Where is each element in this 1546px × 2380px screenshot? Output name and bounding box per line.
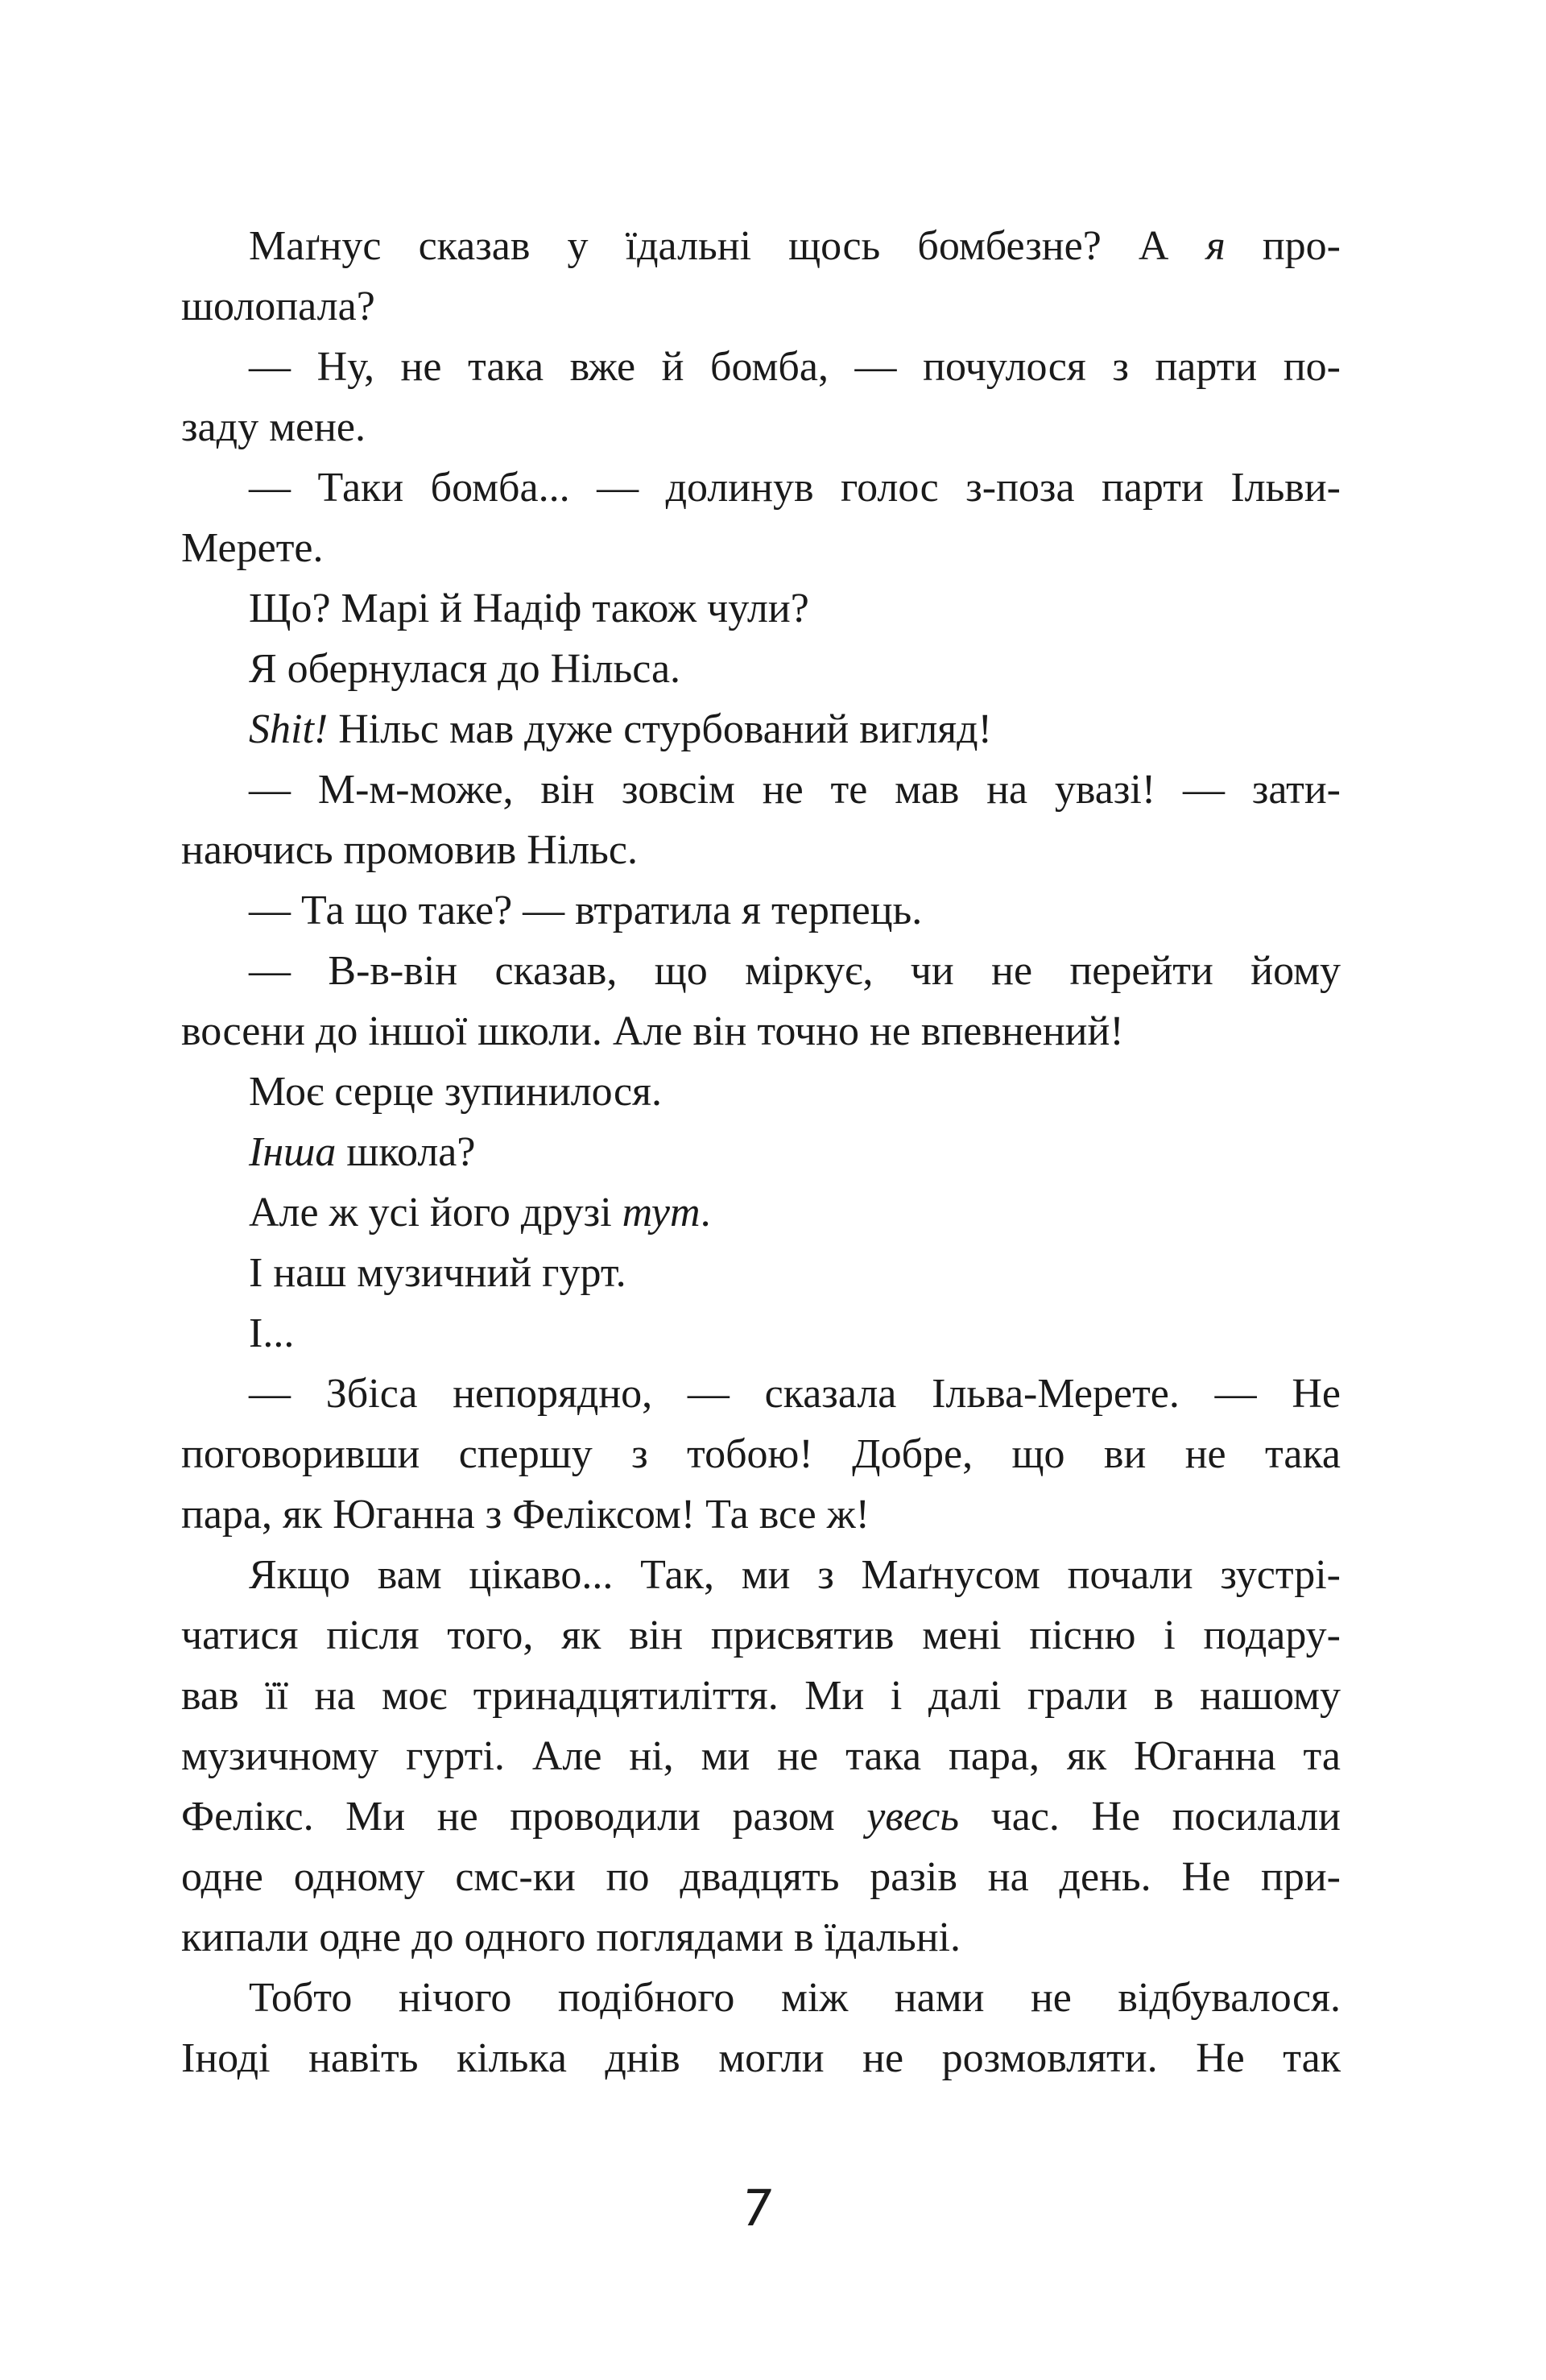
italic-text: я — [1205, 223, 1226, 269]
text-line — [181, 1545, 1341, 1605]
text-line — [181, 760, 1341, 820]
text-span: І... — [249, 1310, 295, 1356]
text-line — [181, 820, 1341, 880]
text-span: чатися після того, як він присвятив мені пісню і подару- — [181, 1612, 1341, 1658]
text-span: поговоривши спершу з тобою! Добре, що ви не така — [181, 1431, 1341, 1477]
paragraph — [181, 457, 1341, 578]
text-span: час. Не посилали — [959, 1794, 1341, 1840]
text-line — [181, 1968, 1341, 2028]
text-span: школа? — [336, 1129, 476, 1175]
text-line — [181, 699, 1341, 760]
text-span: Тобто нічого подібного між нами не відбувалося. — [249, 1975, 1341, 2021]
text-line — [181, 1122, 1341, 1182]
text-line — [181, 1847, 1341, 1907]
paragraph — [181, 699, 1341, 760]
paragraph — [181, 216, 1341, 337]
text-line — [181, 1907, 1341, 1968]
text-span: вав її на моє тринадцятиліття. Ми і далі грали в нашому — [181, 1673, 1341, 1719]
text-line — [181, 639, 1341, 699]
paragraph — [181, 578, 1341, 639]
text-span: — Збіса непорядно, — сказала Ільва-Мерете. — Не — [249, 1371, 1341, 1417]
paragraph — [181, 639, 1341, 699]
text-line — [181, 1484, 1341, 1545]
text-span: наючись промовив Нільс. — [181, 827, 638, 873]
paragraph — [181, 1062, 1341, 1122]
text-span: заду мене. — [181, 404, 366, 450]
text-span: шолопала? — [181, 284, 375, 329]
paragraph — [181, 1243, 1341, 1303]
text-span: — Таки бомба... — долинув голос з-поза парти Ільви- — [249, 465, 1341, 511]
text-line — [181, 1424, 1341, 1484]
text-span: — В-в-він сказав, що міркує, чи не перейти йому — [249, 948, 1341, 994]
text-span: Мерете. — [181, 525, 324, 571]
text-line — [181, 276, 1341, 337]
text-line — [181, 1303, 1341, 1364]
italic-text: Інша — [249, 1129, 337, 1175]
text-span: Фелікс. Ми не проводили разом — [181, 1794, 867, 1840]
italic-text: увесь — [866, 1794, 960, 1840]
text-line — [181, 941, 1341, 1001]
paragraph — [181, 337, 1341, 457]
text-line — [181, 1243, 1341, 1303]
text-line — [181, 397, 1341, 457]
text-span: кипали одне до одного поглядами в їдальні. — [181, 1914, 961, 1960]
text-line — [181, 1364, 1341, 1424]
text-line — [181, 1605, 1341, 1666]
page-number: 7 — [737, 2179, 777, 2237]
text-line — [181, 1001, 1341, 1062]
text-line — [181, 880, 1341, 941]
paragraph — [181, 1303, 1341, 1364]
text-span: — Та що таке? — втратила я терпець. — [249, 888, 923, 933]
paragraph — [181, 880, 1341, 941]
text-line — [181, 1062, 1341, 1122]
text-line — [181, 1182, 1341, 1243]
italic-text: тут — [622, 1190, 701, 1236]
paragraph — [181, 1545, 1341, 1968]
text-span: І наш музичний гурт. — [249, 1250, 626, 1296]
text-line — [181, 578, 1341, 639]
paragraph — [181, 1122, 1341, 1182]
text-span: . — [700, 1190, 711, 1236]
text-line — [181, 1726, 1341, 1786]
text-line — [181, 1786, 1341, 1847]
text-span: Іноді навіть кілька днів могли не розмовляти. Не так — [181, 2035, 1341, 2081]
text-span: Що? Марі й Надіф також чули? — [249, 586, 809, 631]
text-span: восени до іншої школи. Але він точно не впевнений! — [181, 1008, 1124, 1054]
text-line — [181, 518, 1341, 578]
paragraph — [181, 1364, 1341, 1545]
text-span: пара, як Юганна з Феліксом! Та все ж! — [181, 1492, 870, 1538]
text-line — [181, 216, 1341, 276]
text-span: Я обернулася до Нільса. — [249, 646, 681, 692]
paragraph — [181, 1182, 1341, 1243]
text-span: Нільс мав дуже стурбований вигляд! — [328, 706, 992, 752]
text-span: Маґнус сказав у їдальні щось бомбезне? А — [249, 223, 1206, 269]
text-line — [181, 2028, 1341, 2088]
text-span: одне одному смс-ки по двадцять разів на день. Не при- — [181, 1854, 1341, 1900]
text-line — [181, 337, 1341, 397]
body-text — [181, 216, 1341, 2088]
text-span: музичному гурті. Але ні, ми не така пара, як Юганна та — [181, 1733, 1341, 1779]
text-line — [181, 457, 1341, 518]
text-span: — Ну, не така вже й бомба, — почулося з парти по- — [249, 344, 1341, 390]
text-span: Моє серце зупинилося. — [249, 1069, 662, 1115]
paragraph — [181, 760, 1341, 880]
text-span: — М-м-може, він зовсім не те мав на увазі! — зати- — [249, 767, 1341, 813]
text-line — [181, 1666, 1341, 1726]
text-span: про- — [1225, 223, 1341, 269]
italic-text: Shit! — [249, 706, 329, 752]
paragraph — [181, 941, 1341, 1062]
text-span: Якщо вам цікаво... Так, ми з Маґнусом почали зустрі- — [249, 1552, 1341, 1598]
text-span: Але ж усі його друзі — [249, 1190, 622, 1236]
paragraph — [181, 1968, 1341, 2088]
